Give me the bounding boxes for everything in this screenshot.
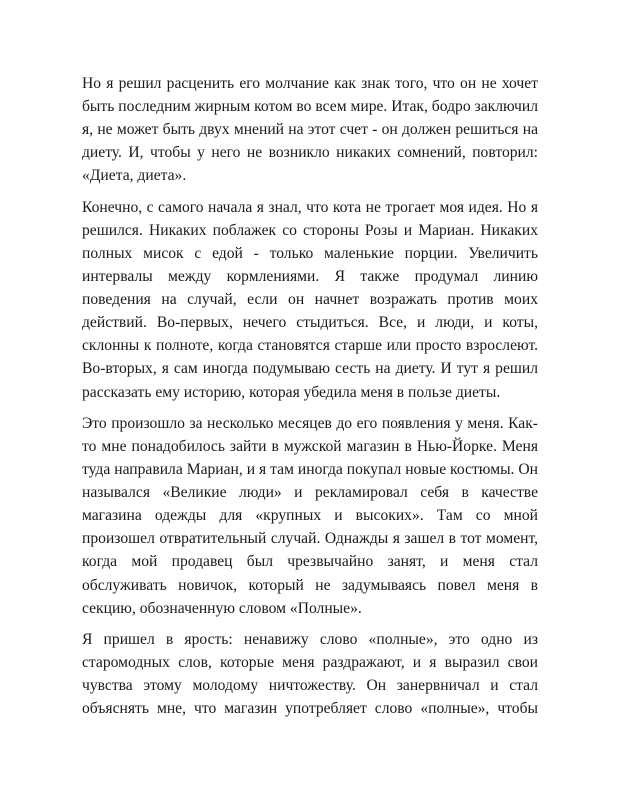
paragraph-4: Я пришел в ярость: ненавижу слово «полные», это одно из старомодных слов, которые меня раздражают, и я выразил свои чувства этому молодому ничтожеству. Он занервничал и стал объяснять мне, что магазин употребляет слово «полные», чтобы: [82, 631, 538, 718]
paragraph-2: Конечно, с самого начала я знал, что кота не трогает моя идея. Но я решился. Никаких поблажек со стороны Розы и Мариан. Никаких полных мисок с едой - только маленькие порции. Увеличить интервалы между кормлениями. Я также продумал линию поведения на случай, если он начнет возражать против моих действий. Во-первых, нечего стыдиться. Все, и люди, и коты, склонны к полноте, когда становятся старше или просто взрослеют. Во-вторых, я сам иногда подумываю сесть на диету. И тут я решил рассказать ему историю, которая убедила меня в пользе диеты.: [82, 198, 538, 401]
paragraph-3: Это произошло за несколько месяцев до его появления у меня. Как-то мне понадобилось зайти в мужской магазин в Нью-Йорке. Меня туда направила Мариан, и я там иногда покупал новые костюмы. Он назывался «Великие люди» и рекламировал себя в качестве магазина одежды для «крупных и высоких». Там со мной произошел отвратительный случай. Однажды я зашел в тот момент, когда мой продавец был чрезвычайно занят, и меня стал обслуживать новичок, который не задумываясь повел меня в секцию, обозначенную словом «Полные».: [82, 414, 538, 617]
body-text: [82, 72, 538, 720]
paragraph-1: Но я решил расценить его молчание как знак того, что он не хочет быть последним жирным котом во всем мире. Итак, бодро заключил я, не может быть двух мнений на этот счет - он должен решиться на диету. И, чтобы у него не возникло никаких сомнений, повторил: «Диета, диета».: [82, 75, 538, 185]
